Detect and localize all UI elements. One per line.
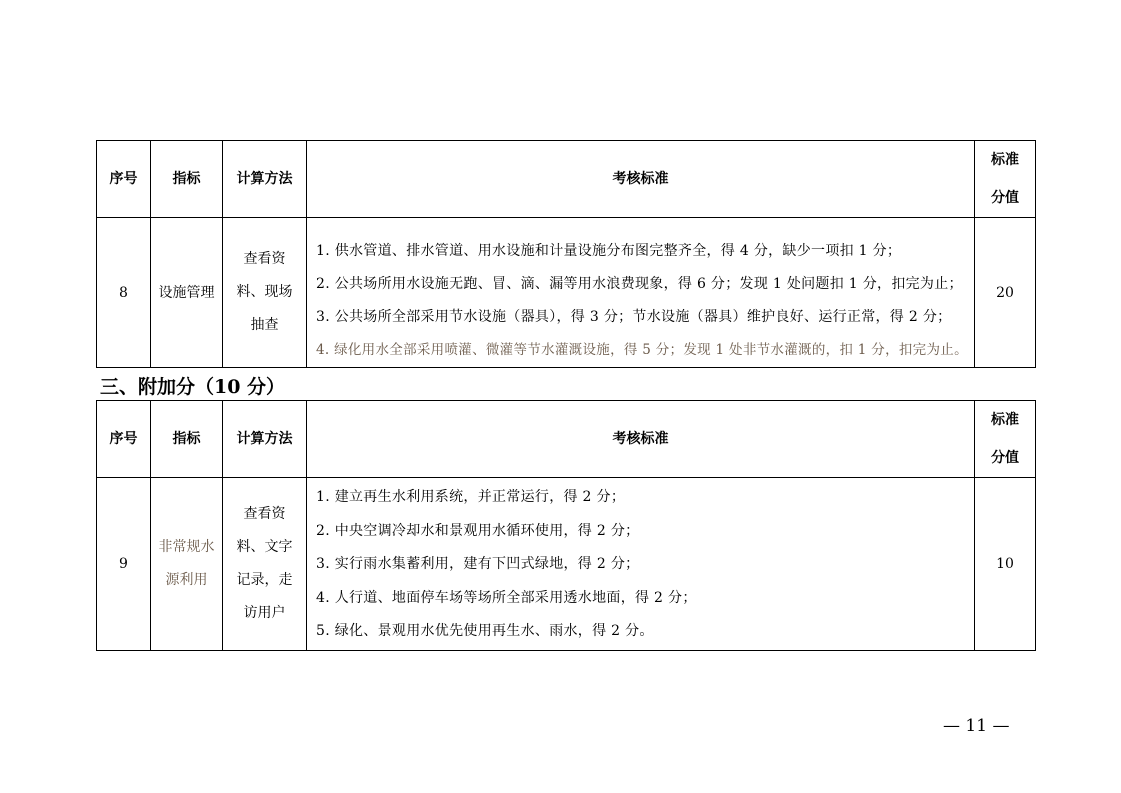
header-method: 计算方法 <box>223 401 307 478</box>
row-method-line: 料、现场 <box>236 284 293 300</box>
table-header-row <box>97 401 1036 478</box>
row-indicator <box>151 478 223 651</box>
row-indicator-line: 非常规水 <box>158 539 215 555</box>
row-method <box>223 478 307 651</box>
table-header-row <box>97 141 1036 218</box>
header-score-line2: 分值 <box>991 190 1019 206</box>
header-no: 序号 <box>97 401 151 478</box>
standard-item: 1. 供水管道、排水管道、用水设施和计量设施分布图完整齐全，得 4 分，缺少一项扣 1 分； <box>316 243 902 259</box>
assessment-table-2 <box>96 400 1036 651</box>
standard-item: 2. 公共场所用水设施无跑、冒、滴、漏等用水浪费现象，得 6 分；发现 1 处问题扣 1 分，扣完为止； <box>316 276 963 292</box>
header-indicator: 指标 <box>151 141 223 218</box>
row-method <box>223 218 307 368</box>
assessment-table-1 <box>96 140 1036 368</box>
section-heading: 三、附加分（10 分） <box>100 376 286 398</box>
header-score-line1: 标准 <box>991 152 1019 168</box>
row-method-line: 查看资 <box>243 506 286 522</box>
header-indicator: 指标 <box>151 401 223 478</box>
row-no: 8 <box>97 218 151 368</box>
row-score: 20 <box>975 218 1036 368</box>
standard-item: 3. 实行雨水集蓄利用，建有下凹式绿地，得 2 分； <box>316 556 640 572</box>
header-score-line2: 分值 <box>991 450 1019 466</box>
row-standards <box>307 218 975 368</box>
row-indicator <box>151 218 223 368</box>
row-method-line: 访用户 <box>243 605 286 621</box>
standard-item: 5. 绿化、景观用水优先使用再生水、雨水，得 2 分。 <box>316 623 654 639</box>
header-standard: 考核标准 <box>307 141 975 218</box>
standard-item: 2. 中央空调冷却水和景观用水循环使用，得 2 分； <box>316 522 640 539</box>
header-no: 序号 <box>97 141 151 218</box>
table-row <box>97 478 1036 651</box>
row-indicator-line: 设施管理 <box>158 284 215 301</box>
standard-item: 4. 绿化用水全部采用喷灌、微灌等节水灌溉设施，得 5 分；发现 1 处非节水灌溉的，扣 1 分，扣完为止。 <box>316 342 968 358</box>
row-method-line: 记录，走 <box>236 572 293 588</box>
header-method: 计算方法 <box>223 141 307 218</box>
row-method-line: 查看资 <box>243 251 286 267</box>
row-standards <box>307 478 975 651</box>
standard-item: 4. 人行道、地面停车场等场所全部采用透水地面，得 2 分； <box>316 589 697 606</box>
header-score <box>975 141 1036 218</box>
row-score: 10 <box>975 478 1036 651</box>
table-row <box>97 218 1036 368</box>
row-method-line: 料、文字 <box>236 539 293 555</box>
header-score-line1: 标准 <box>991 412 1019 428</box>
page-number: — 11 — <box>943 716 1010 736</box>
standard-item: 1. 建立再生水利用系统，并正常运行，得 2 分； <box>316 489 626 505</box>
row-indicator-line: 源利用 <box>165 572 208 588</box>
standard-item: 3. 公共场所全部采用节水设施（器具），得 3 分；节水设施（器具）维护良好、运行正常，得 2 分； <box>316 309 952 325</box>
header-standard: 考核标准 <box>307 401 975 478</box>
row-no: 9 <box>97 478 151 651</box>
header-score <box>975 401 1036 478</box>
row-method-line: 抽查 <box>250 317 279 333</box>
